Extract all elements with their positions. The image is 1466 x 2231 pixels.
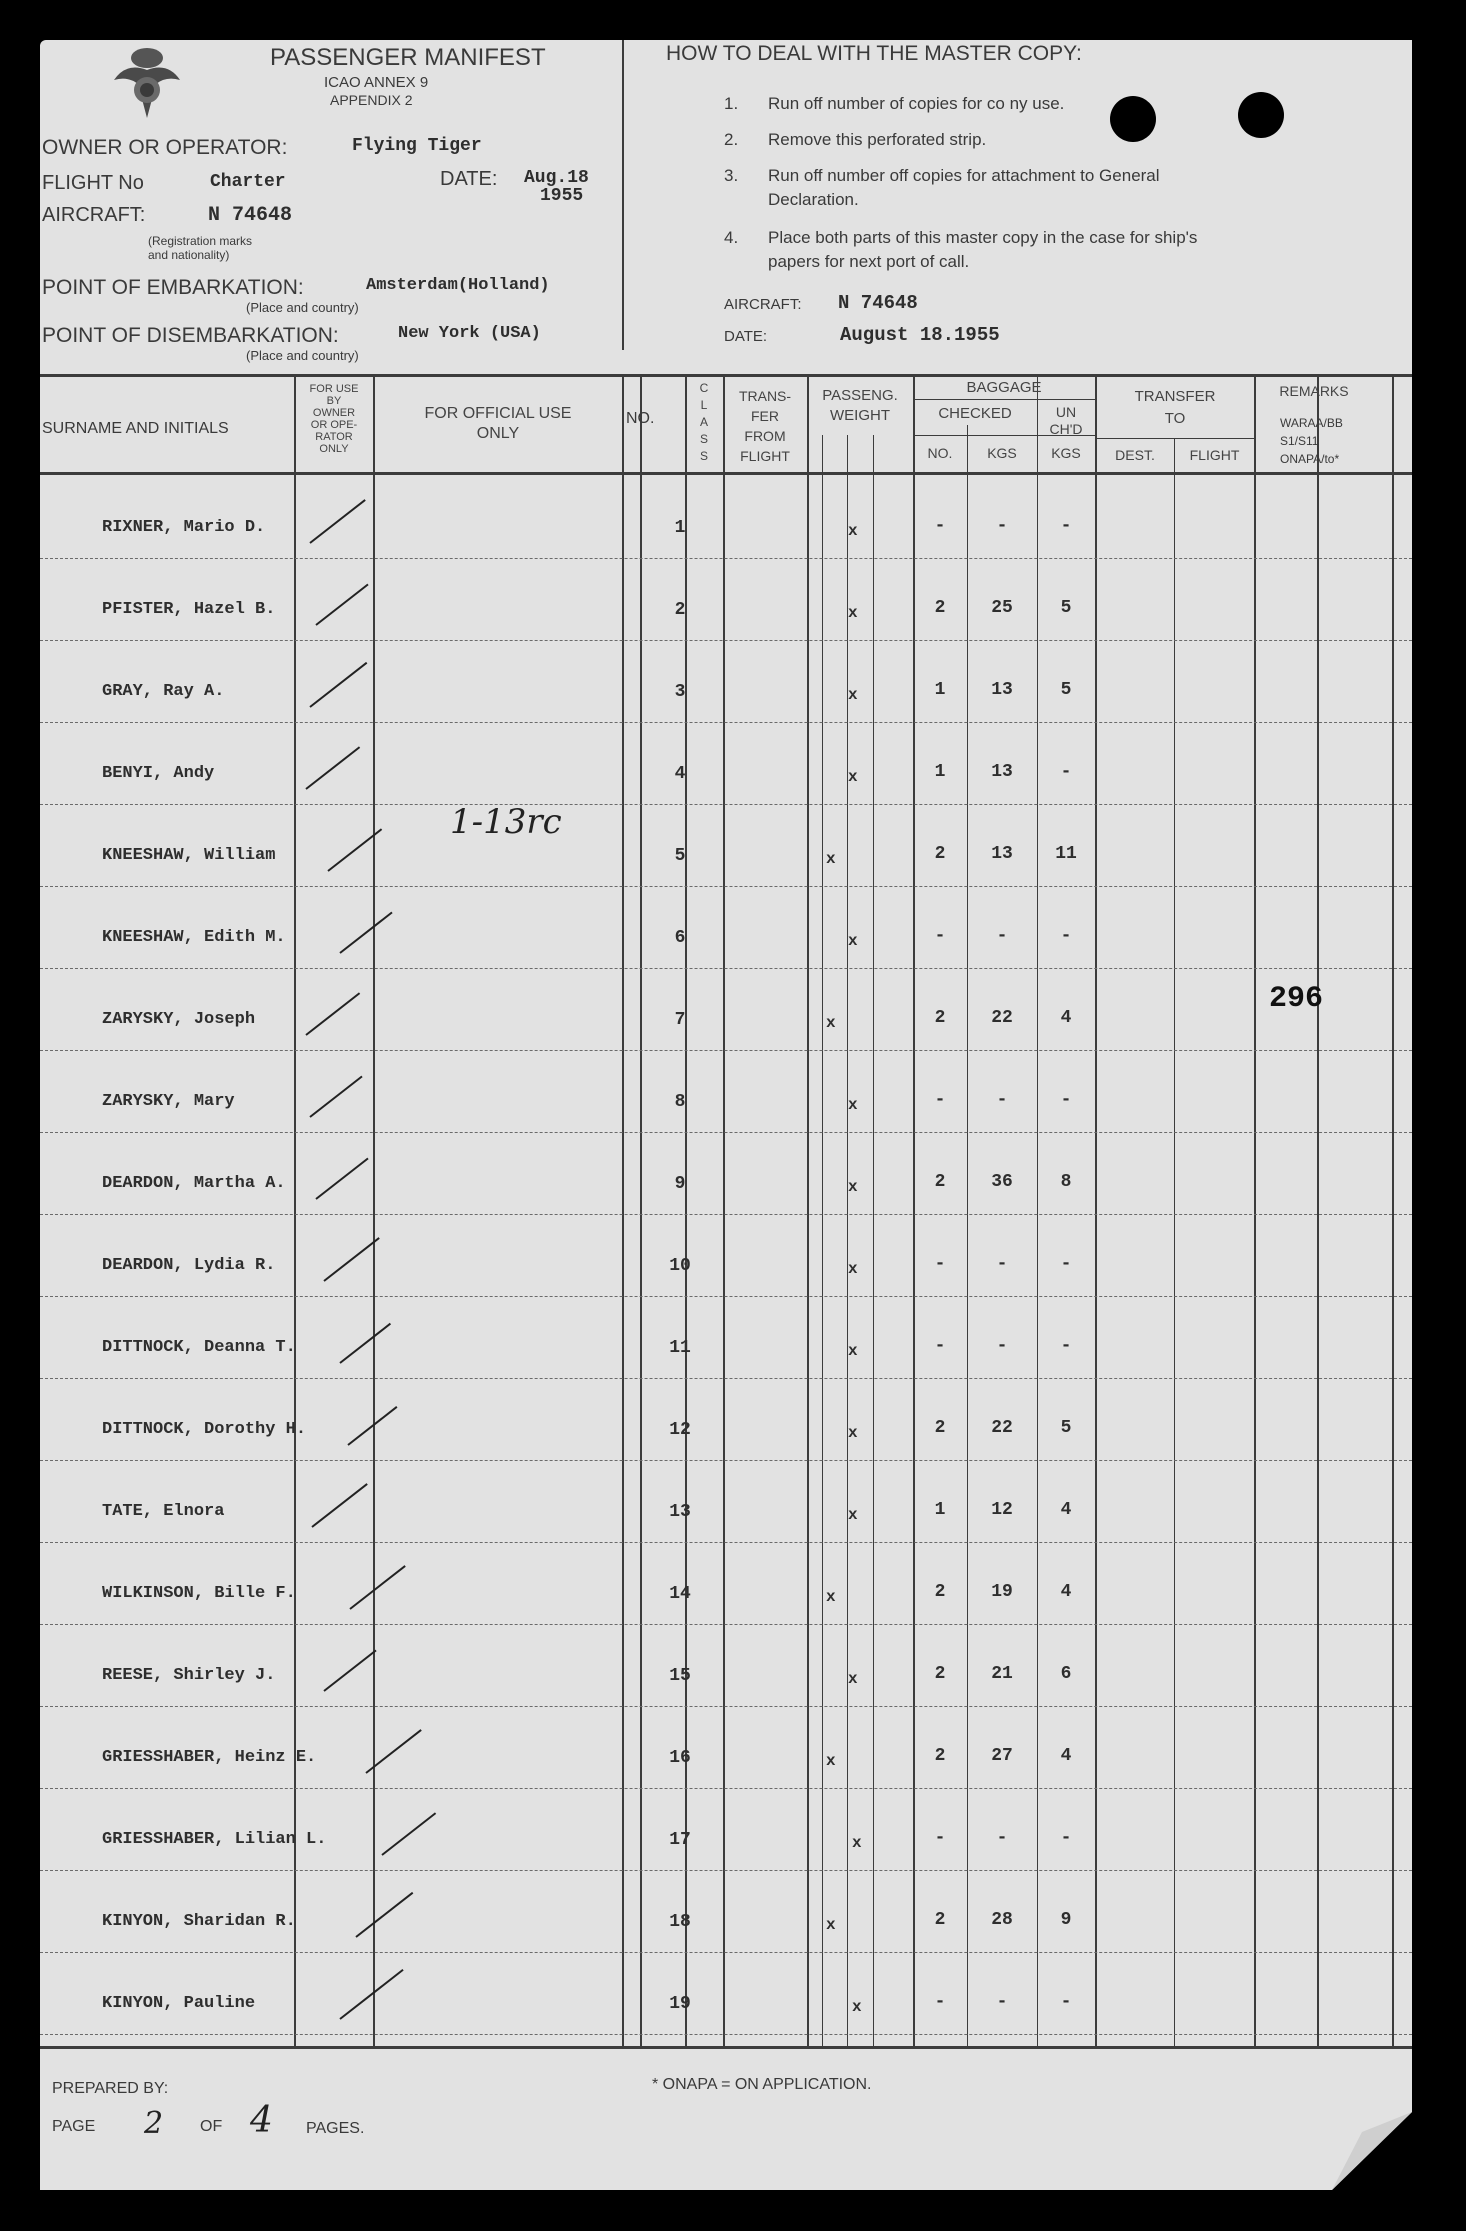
prepared-by: PREPARED BY: <box>52 2080 169 2097</box>
row-rule <box>40 968 1412 969</box>
date-value-2: 1955 <box>540 186 584 206</box>
header-sub-rule <box>1095 438 1254 439</box>
col-divider <box>1095 376 1097 2046</box>
unchecked-kgs: 6 <box>1060 1664 1072 1684</box>
col-header-no: NO. <box>626 410 655 427</box>
col-divider <box>807 376 809 2046</box>
page-corner-fold <box>1332 2112 1412 2190</box>
baggage-count: 2 <box>934 1746 946 1766</box>
onapa-note: * ONAPA = ON APPLICATION. <box>652 2076 872 2093</box>
unchecked-kgs: - <box>1060 1992 1072 2012</box>
passenger-weight-mark: x <box>848 1260 858 1278</box>
passenger-no: 4 <box>674 764 686 784</box>
place-note: (Place and country) <box>246 300 359 315</box>
passenger-name: DEARDON, Lydia R. <box>102 1256 276 1275</box>
passenger-name: BENYI, Andy <box>102 764 215 783</box>
row-rule <box>40 1214 1412 1215</box>
instruction-text: papers for next port of call. <box>768 252 970 271</box>
passenger-no: 8 <box>674 1092 686 1112</box>
unchecked-kgs: - <box>1060 762 1072 782</box>
date-label: DATE: <box>440 168 498 190</box>
passenger-weight-mark: x <box>848 604 858 622</box>
baggage-count: - <box>934 1336 946 1356</box>
table-top-rule <box>40 374 1412 377</box>
col-divider <box>873 435 874 2046</box>
unchecked-kgs: 4 <box>1060 1500 1072 1520</box>
passenger-name: KNEESHAW, Edith M. <box>102 928 286 947</box>
passenger-no: 14 <box>669 1584 691 1604</box>
passenger-name: RIXNER, Mario D. <box>102 518 266 537</box>
unchecked-kgs: 5 <box>1060 1418 1072 1438</box>
check-mark <box>323 1237 379 1282</box>
passenger-name: PFISTER, Hazel B. <box>102 600 276 619</box>
passenger-name: DEARDON, Martha A. <box>102 1174 286 1193</box>
col-divider <box>1037 376 1038 2046</box>
passenger-weight-mark: x <box>852 1998 862 2016</box>
passenger-name: DITTNOCK, Deanna T. <box>102 1338 296 1357</box>
col-header-baggage: BAGGAGE <box>966 379 1042 396</box>
aircraft-label: AIRCRAFT: <box>42 204 146 226</box>
registration-note: (Registration marks <box>148 234 253 248</box>
baggage-count: 2 <box>934 1582 946 1602</box>
passenger-weight-mark: x <box>848 1178 858 1196</box>
baggage-count: 1 <box>934 680 946 700</box>
passenger-no: 15 <box>669 1666 691 1686</box>
page-label: PAGE <box>52 2118 96 2135</box>
baggage-kgs: 13 <box>991 762 1013 782</box>
col-header-transfer-from: TRANS- FER FROM FLIGHT <box>738 388 792 464</box>
punch-hole <box>1238 92 1284 138</box>
check-mark <box>309 662 367 708</box>
baggage-kgs: - <box>996 1336 1008 1356</box>
manifest-title: PASSENGER MANIFEST <box>270 44 546 71</box>
baggage-kgs: - <box>996 1828 1008 1848</box>
baggage-kgs: 22 <box>991 1418 1013 1438</box>
row-rule <box>40 886 1412 887</box>
row-rule <box>40 722 1412 723</box>
check-mark <box>305 746 360 789</box>
header-sub-rule <box>913 399 1095 400</box>
instr-aircraft-label: AIRCRAFT: <box>724 296 802 313</box>
row-rule <box>40 1788 1412 1789</box>
instruction-text: Declaration. <box>768 190 859 209</box>
passenger-no: 18 <box>669 1912 691 1932</box>
col-divider <box>967 425 968 2046</box>
instruction-num: 1. <box>724 94 739 113</box>
passenger-weight-mark: x <box>848 932 858 950</box>
col-divider <box>1174 438 1175 2046</box>
disembark-value: New York (USA) <box>398 324 541 343</box>
unchecked-kgs: - <box>1060 516 1072 536</box>
check-mark <box>355 1892 413 1938</box>
passenger-weight-mark: x <box>826 1916 836 1934</box>
check-mark <box>339 1969 403 2020</box>
unchecked-kgs: 9 <box>1060 1910 1072 1930</box>
baggage-count: - <box>934 1254 946 1274</box>
passenger-weight-mark: x <box>848 1342 858 1360</box>
of-label: OF <box>200 2118 223 2135</box>
row-rule <box>40 1050 1412 1051</box>
passenger-weight-mark: x <box>848 522 858 540</box>
passenger-name: DITTNOCK, Dorothy H. <box>102 1420 307 1439</box>
disembark-label: POINT OF DISEMBARKATION: <box>42 324 339 347</box>
instruction-text: Run off number off copies for attachment to General <box>768 166 1160 185</box>
baggage-kgs: 12 <box>991 1500 1013 1520</box>
unchecked-kgs: 4 <box>1060 1008 1072 1028</box>
row-rule <box>40 1870 1412 1871</box>
col-divider <box>1392 376 1394 2046</box>
baggage-count: 1 <box>934 762 946 782</box>
manifest-sheet <box>40 40 1412 2190</box>
baggage-kgs: 22 <box>991 1008 1013 1028</box>
passenger-weight-mark: x <box>848 1096 858 1114</box>
crest-logo-icon <box>106 40 188 128</box>
baggage-count: 2 <box>934 1008 946 1028</box>
passenger-weight-mark: x <box>848 686 858 704</box>
table-bottom-rule <box>40 2046 1412 2049</box>
row-rule <box>40 2034 1412 2035</box>
unchecked-kgs: 4 <box>1060 1746 1072 1766</box>
baggage-kgs: 19 <box>991 1582 1013 1602</box>
official-note: 1-13rc <box>450 802 562 842</box>
baggage-kgs: 28 <box>991 1910 1013 1930</box>
passenger-no: 10 <box>669 1256 691 1276</box>
col-divider <box>685 376 687 2046</box>
passenger-name: KNEESHAW, William <box>102 846 276 865</box>
passenger-name: GRIESSHABER, Heinz E. <box>102 1748 317 1767</box>
baggage-count: - <box>934 1090 946 1110</box>
col-header-surname: SURNAME AND INITIALS <box>42 420 229 437</box>
row-rule <box>40 640 1412 641</box>
check-mark <box>309 499 365 544</box>
col-header-class: C L A S S <box>699 381 709 463</box>
col-divider <box>294 376 296 2046</box>
col-header-remarks-codes: WARAA/BB S1/S11 ONAPA/to* <box>1280 416 1343 466</box>
passenger-no: 19 <box>669 1994 691 2014</box>
registration-note: and nationality) <box>148 248 230 262</box>
remark-number: 296 <box>1269 982 1324 1016</box>
passenger-weight-mark: x <box>848 1424 858 1442</box>
row-rule <box>40 1624 1412 1625</box>
baggage-count: 2 <box>934 598 946 618</box>
col-divider <box>1254 376 1256 2046</box>
baggage-count: 2 <box>934 844 946 864</box>
col-header-dest: DEST. <box>1115 447 1155 463</box>
baggage-kgs: 21 <box>991 1664 1013 1684</box>
row-rule <box>40 1378 1412 1379</box>
passenger-name: KINYON, Sharidan R. <box>102 1912 296 1931</box>
unchecked-kgs: - <box>1060 1254 1072 1274</box>
col-header-kgs: KGS <box>987 445 1017 461</box>
check-mark <box>339 1323 391 1364</box>
col-divider <box>822 435 823 2046</box>
instructions-title: HOW TO DEAL WITH THE MASTER COPY: <box>666 42 1082 65</box>
col-divider <box>913 376 915 2046</box>
instruction-text: Remove this perforated strip. <box>768 130 987 149</box>
passenger-no: 6 <box>674 928 686 948</box>
instruction-num: 2. <box>724 130 739 149</box>
passenger-no: 17 <box>669 1830 691 1850</box>
unchecked-kgs: - <box>1060 926 1072 946</box>
baggage-count: 1 <box>934 1500 946 1520</box>
passenger-name: KINYON, Pauline <box>102 1994 256 2013</box>
baggage-count: 2 <box>934 1910 946 1930</box>
baggage-kgs: 27 <box>991 1746 1013 1766</box>
col-header-remarks: REMARKS <box>1279 383 1349 399</box>
instruction-num: 3. <box>724 166 739 185</box>
baggage-kgs: - <box>996 516 1008 536</box>
unchecked-kgs: 5 <box>1060 598 1072 618</box>
row-rule <box>40 1706 1412 1707</box>
punch-hole <box>1110 96 1156 142</box>
col-header-unchd: UN CH'D <box>1049 404 1083 437</box>
aircraft-value: N 74648 <box>208 204 293 227</box>
unchecked-kgs: 5 <box>1060 680 1072 700</box>
passenger-no: 2 <box>674 600 686 620</box>
embark-label: POINT OF EMBARKATION: <box>42 276 304 299</box>
col-header-flight: FLIGHT <box>1189 447 1240 463</box>
pages-label: PAGES. <box>306 2120 365 2137</box>
col-header-bag-no: NO. <box>927 445 953 461</box>
unchecked-kgs: 8 <box>1060 1172 1072 1192</box>
place-note: (Place and country) <box>246 348 359 363</box>
passenger-name: WILKINSON, Bille F. <box>102 1584 296 1603</box>
check-mark <box>381 1812 436 1855</box>
baggage-kgs: 36 <box>991 1172 1013 1192</box>
passenger-name: REESE, Shirley J. <box>102 1666 276 1685</box>
baggage-count: - <box>934 1828 946 1848</box>
passenger-name: GRIESSHABER, Lilian L. <box>102 1830 327 1849</box>
baggage-count: 2 <box>934 1418 946 1438</box>
unchecked-kgs: - <box>1060 1090 1072 1110</box>
passenger-weight-mark: x <box>826 1014 836 1032</box>
row-rule <box>40 1460 1412 1461</box>
row-rule <box>40 1296 1412 1297</box>
row-rule <box>40 804 1412 805</box>
passenger-name: TATE, Elnora <box>102 1502 225 1521</box>
passenger-name: ZARYSKY, Mary <box>102 1092 235 1111</box>
baggage-kgs: - <box>996 1090 1008 1110</box>
passenger-no: 5 <box>674 846 686 866</box>
check-mark <box>311 1483 367 1528</box>
row-rule <box>40 1542 1412 1543</box>
baggage-count: 2 <box>934 1664 946 1684</box>
baggage-kgs: 13 <box>991 680 1013 700</box>
passenger-no: 9 <box>674 1174 686 1194</box>
baggage-count: - <box>934 516 946 536</box>
unchecked-kgs: - <box>1060 1336 1072 1356</box>
instruction-text: Run off number of copies for co ny use. <box>768 94 1065 113</box>
passenger-name: ZARYSKY, Joseph <box>102 1010 256 1029</box>
baggage-kgs: - <box>996 926 1008 946</box>
appendix: APPENDIX 2 <box>330 92 413 108</box>
passenger-weight-mark: x <box>852 1834 862 1852</box>
passenger-no: 12 <box>669 1420 691 1440</box>
passenger-no: 16 <box>669 1748 691 1768</box>
col-header-transfer-to: TRANSFER TO <box>1134 388 1216 427</box>
instr-date-label: DATE: <box>724 328 768 345</box>
baggage-count: 2 <box>934 1172 946 1192</box>
passenger-weight-mark: x <box>848 768 858 786</box>
col-divider <box>1317 376 1319 2046</box>
flight-label: FLIGHT No <box>42 172 144 194</box>
passenger-weight-mark: x <box>826 850 836 868</box>
header-divider <box>622 40 624 350</box>
passenger-no: 13 <box>669 1502 691 1522</box>
unchecked-kgs: 11 <box>1055 844 1077 864</box>
col-header-passeng-weight: PASSENG. WEIGHT <box>822 387 898 424</box>
owner-value: Flying Tiger <box>352 136 482 156</box>
unchecked-kgs: - <box>1060 1828 1072 1848</box>
check-mark <box>323 1650 376 1692</box>
passenger-weight-mark: x <box>826 1752 836 1770</box>
col-header-official: FOR OFFICIAL USE ONLY <box>424 405 572 442</box>
passenger-name: GRAY, Ray A. <box>102 682 225 701</box>
baggage-kgs: - <box>996 1254 1008 1274</box>
total-pages: 4 <box>250 2100 273 2141</box>
passenger-weight-mark: x <box>848 1506 858 1524</box>
baggage-count: - <box>934 926 946 946</box>
check-mark <box>305 992 360 1035</box>
col-divider <box>723 376 725 2046</box>
instr-aircraft-value: N 74648 <box>838 292 918 314</box>
page-number: 2 <box>144 2106 164 2141</box>
check-mark <box>349 1565 405 1610</box>
baggage-kgs: 13 <box>991 844 1013 864</box>
date-value-1: Aug.18 <box>524 168 589 188</box>
baggage-count: - <box>934 1992 946 2012</box>
instr-date-value: August 18.1955 <box>840 324 1000 346</box>
icao-annex: ICAO ANNEX 9 <box>324 74 429 91</box>
check-mark <box>315 1158 368 1200</box>
passenger-no: 7 <box>674 1010 686 1030</box>
instruction-text: Place both parts of this master copy in the case for ship's <box>768 228 1198 247</box>
flight-value: Charter <box>210 172 286 192</box>
table-header-rule <box>40 472 1412 475</box>
unchecked-kgs: 4 <box>1060 1582 1072 1602</box>
col-divider <box>622 376 624 2046</box>
col-header-for-use: FOR USE BY OWNER OR OPE- RATOR ONLY <box>309 383 359 455</box>
baggage-kgs: 25 <box>991 598 1013 618</box>
baggage-kgs: - <box>996 1992 1008 2012</box>
passenger-no: 3 <box>674 682 686 702</box>
passenger-no: 1 <box>674 518 686 538</box>
check-mark <box>339 912 392 954</box>
col-divider <box>373 376 375 2046</box>
col-header-checked: CHECKED <box>938 405 1012 422</box>
passenger-no: 11 <box>669 1338 691 1358</box>
check-mark <box>315 584 368 626</box>
row-rule <box>40 558 1412 559</box>
embark-value: Amsterdam(Holland) <box>366 276 550 295</box>
check-mark <box>309 1076 362 1118</box>
row-rule <box>40 1952 1412 1953</box>
col-header-kgs-unchd: KGS <box>1051 445 1081 461</box>
col-divider <box>847 435 848 2046</box>
passenger-weight-mark: x <box>848 1670 858 1688</box>
owner-label: OWNER OR OPERATOR: <box>42 136 288 159</box>
instruction-num: 4. <box>724 228 739 247</box>
col-divider <box>640 376 642 2046</box>
passenger-weight-mark: x <box>826 1588 836 1606</box>
row-rule <box>40 1132 1412 1133</box>
